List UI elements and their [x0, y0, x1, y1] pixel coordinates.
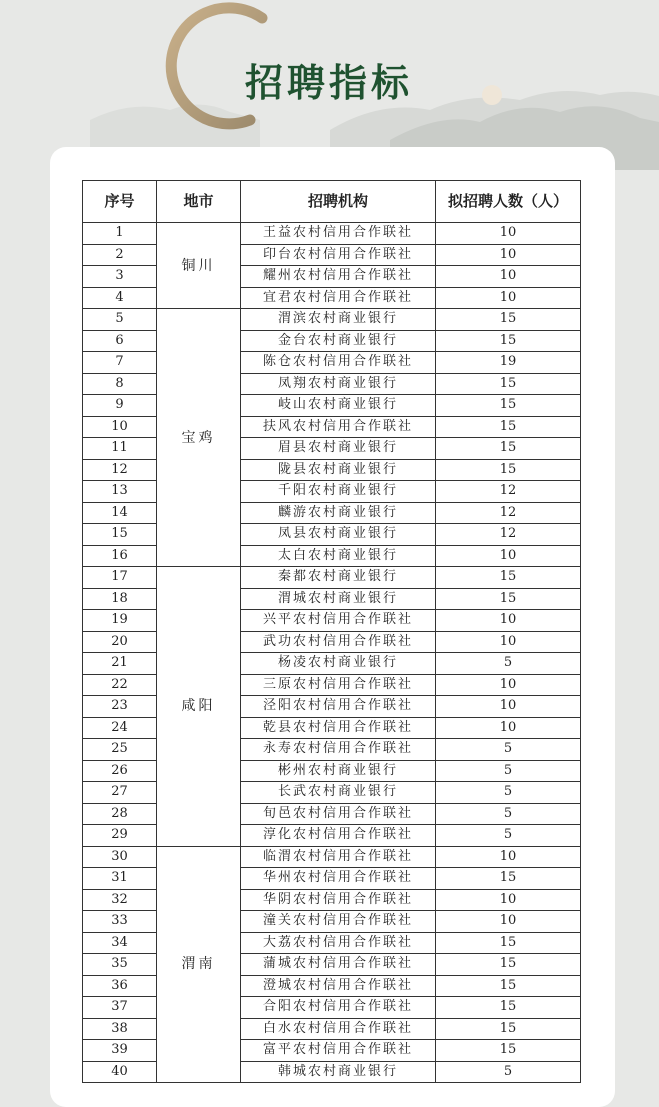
- row-number: 4: [83, 287, 157, 309]
- org-name: 蒲城农村信用合作联社: [241, 954, 436, 976]
- org-name: 印台农村信用合作联社: [241, 244, 436, 266]
- moon-icon: [482, 85, 502, 105]
- recruit-count: 10: [436, 223, 581, 245]
- recruit-count: 12: [436, 481, 581, 503]
- row-number: 21: [83, 653, 157, 675]
- recruit-count: 15: [436, 588, 581, 610]
- org-name: 兴平农村信用合作联社: [241, 610, 436, 632]
- city-cell: 渭南: [157, 846, 241, 1083]
- org-name: 渭滨农村商业银行: [241, 309, 436, 331]
- row-number: 25: [83, 739, 157, 761]
- recruit-count: 10: [436, 717, 581, 739]
- row-number: 5: [83, 309, 157, 331]
- org-name: 渭城农村商业银行: [241, 588, 436, 610]
- recruit-count: 10: [436, 545, 581, 567]
- row-number: 12: [83, 459, 157, 481]
- org-name: 合阳农村信用合作联社: [241, 997, 436, 1019]
- org-name: 秦都农村商业银行: [241, 567, 436, 589]
- recruit-count: 10: [436, 674, 581, 696]
- table-header-row: [83, 181, 581, 223]
- recruit-count: 15: [436, 438, 581, 460]
- table-row: [83, 309, 581, 331]
- recruit-count: 10: [436, 696, 581, 718]
- row-number: 27: [83, 782, 157, 804]
- row-number: 36: [83, 975, 157, 997]
- row-number: 16: [83, 545, 157, 567]
- city-cell: 宝鸡: [157, 309, 241, 567]
- org-name: 大荔农村信用合作联社: [241, 932, 436, 954]
- row-number: 8: [83, 373, 157, 395]
- header-no: 序号: [83, 181, 157, 223]
- row-number: 34: [83, 932, 157, 954]
- org-name: 杨凌农村商业银行: [241, 653, 436, 675]
- row-number: 35: [83, 954, 157, 976]
- org-name: 富平农村信用合作联社: [241, 1040, 436, 1062]
- row-number: 33: [83, 911, 157, 933]
- recruit-count: 5: [436, 760, 581, 782]
- row-number: 18: [83, 588, 157, 610]
- row-number: 2: [83, 244, 157, 266]
- org-name: 永寿农村信用合作联社: [241, 739, 436, 761]
- org-name: 陈仓农村信用合作联社: [241, 352, 436, 374]
- recruit-count: 10: [436, 244, 581, 266]
- table-row: [83, 567, 581, 589]
- org-name: 旬邑农村信用合作联社: [241, 803, 436, 825]
- org-name: 长武农村商业银行: [241, 782, 436, 804]
- row-number: 10: [83, 416, 157, 438]
- recruit-count: 10: [436, 889, 581, 911]
- row-number: 28: [83, 803, 157, 825]
- row-number: 39: [83, 1040, 157, 1062]
- row-number: 31: [83, 868, 157, 890]
- header-city: 地市: [157, 181, 241, 223]
- recruit-count: 10: [436, 287, 581, 309]
- org-name: 临渭农村信用合作联社: [241, 846, 436, 868]
- org-name: 眉县农村商业银行: [241, 438, 436, 460]
- row-number: 30: [83, 846, 157, 868]
- row-number: 13: [83, 481, 157, 503]
- org-name: 武功农村信用合作联社: [241, 631, 436, 653]
- city-cell: 咸阳: [157, 567, 241, 847]
- recruit-count: 5: [436, 739, 581, 761]
- recruitment-table: [82, 180, 581, 1083]
- recruit-count: 15: [436, 309, 581, 331]
- recruit-count: 15: [436, 1040, 581, 1062]
- recruit-count: 12: [436, 524, 581, 546]
- recruit-count: 15: [436, 330, 581, 352]
- recruit-count: 5: [436, 825, 581, 847]
- org-name: 淳化农村信用合作联社: [241, 825, 436, 847]
- recruit-count: 12: [436, 502, 581, 524]
- row-number: 40: [83, 1061, 157, 1083]
- org-name: 彬州农村商业银行: [241, 760, 436, 782]
- recruit-count: 15: [436, 932, 581, 954]
- row-number: 11: [83, 438, 157, 460]
- recruit-count: 15: [436, 395, 581, 417]
- org-name: 王益农村信用合作联社: [241, 223, 436, 245]
- row-number: 20: [83, 631, 157, 653]
- recruit-count: 15: [436, 567, 581, 589]
- org-name: 耀州农村信用合作联社: [241, 266, 436, 288]
- org-name: 韩城农村商业银行: [241, 1061, 436, 1083]
- org-name: 扶风农村信用合作联社: [241, 416, 436, 438]
- org-name: 华州农村信用合作联社: [241, 868, 436, 890]
- row-number: 9: [83, 395, 157, 417]
- header-count: 拟招聘人数（人）: [436, 181, 581, 223]
- row-number: 6: [83, 330, 157, 352]
- org-name: 白水农村信用合作联社: [241, 1018, 436, 1040]
- org-name: 凤翔农村商业银行: [241, 373, 436, 395]
- org-name: 凤县农村商业银行: [241, 524, 436, 546]
- recruit-count: 10: [436, 610, 581, 632]
- recruit-count: 15: [436, 954, 581, 976]
- row-number: 29: [83, 825, 157, 847]
- table-row: [83, 223, 581, 245]
- recruit-count: 15: [436, 997, 581, 1019]
- org-name: 澄城农村信用合作联社: [241, 975, 436, 997]
- org-name: 宜君农村信用合作联社: [241, 287, 436, 309]
- recruit-count: 10: [436, 631, 581, 653]
- row-number: 22: [83, 674, 157, 696]
- recruit-count: 15: [436, 868, 581, 890]
- recruit-count: 15: [436, 975, 581, 997]
- table-row: [83, 846, 581, 868]
- row-number: 7: [83, 352, 157, 374]
- header-org: 招聘机构: [241, 181, 436, 223]
- org-name: 华阴农村信用合作联社: [241, 889, 436, 911]
- row-number: 19: [83, 610, 157, 632]
- row-number: 23: [83, 696, 157, 718]
- org-name: 太白农村商业银行: [241, 545, 436, 567]
- row-number: 24: [83, 717, 157, 739]
- page-title: 招聘指标: [245, 61, 414, 105]
- org-name: 泾阳农村信用合作联社: [241, 696, 436, 718]
- recruit-count: 15: [436, 1018, 581, 1040]
- recruit-count: 10: [436, 846, 581, 868]
- recruit-count: 10: [436, 911, 581, 933]
- recruit-count: 15: [436, 416, 581, 438]
- org-name: 乾县农村信用合作联社: [241, 717, 436, 739]
- row-number: 38: [83, 1018, 157, 1040]
- row-number: 3: [83, 266, 157, 288]
- row-number: 14: [83, 502, 157, 524]
- city-cell: 铜川: [157, 223, 241, 309]
- row-number: 17: [83, 567, 157, 589]
- recruit-count: 15: [436, 459, 581, 481]
- recruit-count: 5: [436, 1061, 581, 1083]
- row-number: 26: [83, 760, 157, 782]
- org-name: 三原农村信用合作联社: [241, 674, 436, 696]
- row-number: 32: [83, 889, 157, 911]
- recruit-count: 10: [436, 266, 581, 288]
- org-name: 陇县农村商业银行: [241, 459, 436, 481]
- recruit-count: 5: [436, 782, 581, 804]
- org-name: 潼关农村信用合作联社: [241, 911, 436, 933]
- recruit-count: 19: [436, 352, 581, 374]
- org-name: 金台农村商业银行: [241, 330, 436, 352]
- row-number: 37: [83, 997, 157, 1019]
- recruit-count: 15: [436, 373, 581, 395]
- row-number: 15: [83, 524, 157, 546]
- row-number: 1: [83, 223, 157, 245]
- org-name: 麟游农村商业银行: [241, 502, 436, 524]
- org-name: 岐山农村商业银行: [241, 395, 436, 417]
- org-name: 千阳农村商业银行: [241, 481, 436, 503]
- recruit-count: 5: [436, 653, 581, 675]
- recruit-count: 5: [436, 803, 581, 825]
